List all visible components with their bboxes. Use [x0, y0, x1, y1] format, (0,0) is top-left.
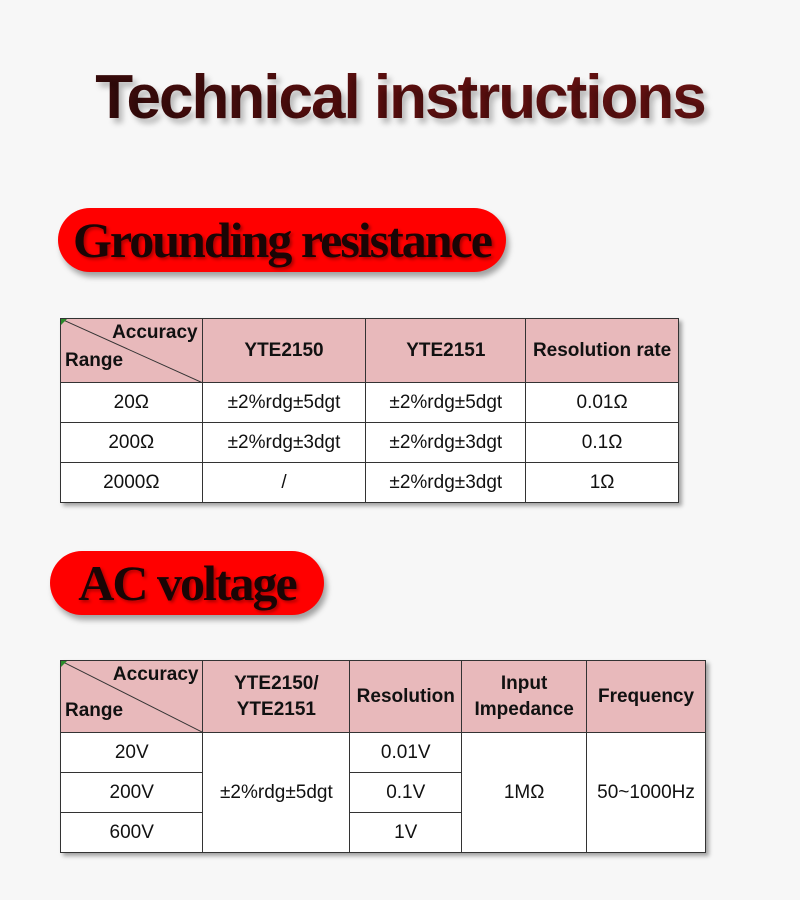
- table-cell-frequency: 50~1000Hz: [587, 733, 706, 853]
- header-line: Impedance: [474, 698, 574, 720]
- section-heading-grounding-resistance: [58, 208, 506, 272]
- table-cell: /: [202, 463, 366, 503]
- header-cell: YTE2151: [366, 319, 526, 383]
- table-row: [61, 423, 679, 463]
- table-cell-resolution: 1V: [350, 813, 462, 853]
- section-heading-ac-voltage: [50, 551, 324, 615]
- table-cell-impedance: 1MΩ: [462, 733, 587, 853]
- corner-marker: [61, 319, 67, 325]
- corner-marker: [61, 661, 67, 667]
- table-cell: 2000Ω: [61, 463, 203, 503]
- table-cell: 1Ω: [526, 463, 679, 503]
- table-header-row: [61, 661, 706, 733]
- section-heading-label: Grounding resistance: [73, 212, 491, 268]
- corner-label-accuracy: Accuracy: [112, 322, 198, 343]
- header-cell: YTE2150: [202, 319, 366, 383]
- table-cell: ±2%rdg±5dgt: [366, 383, 526, 423]
- header-cell-impedance: [462, 661, 587, 733]
- table-cell: 20Ω: [61, 383, 203, 423]
- table-cell-resolution: 0.1V: [350, 773, 462, 813]
- table-cell: ±2%rdg±3dgt: [366, 463, 526, 503]
- header-line: YTE2151: [236, 698, 316, 720]
- header-cell-model: [203, 661, 350, 733]
- corner-header-cell: [61, 661, 203, 733]
- table-cell: 200Ω: [61, 423, 203, 463]
- table-header-row: [61, 319, 679, 383]
- table-cell-accuracy: ±2%rdg±5dgt: [203, 733, 350, 853]
- header-cell: Resolution rate: [526, 319, 679, 383]
- table-cell-range: 200V: [61, 773, 203, 813]
- corner-header-cell: [61, 319, 203, 383]
- table-cell: ±2%rdg±3dgt: [366, 423, 526, 463]
- page-title: Technical instructions: [0, 62, 800, 133]
- header-cell-frequency: Frequency: [587, 661, 706, 733]
- table-cell-range: 600V: [61, 813, 203, 853]
- table-row: [61, 733, 706, 773]
- table-cell-range: 20V: [61, 733, 203, 773]
- header-line: Input: [500, 672, 548, 694]
- header-line: YTE2150/: [234, 672, 319, 694]
- table-cell-resolution: 0.01V: [350, 733, 462, 773]
- header-cell-resolution: Resolution: [350, 661, 462, 733]
- grounding-resistance-table: [60, 318, 679, 503]
- ac-voltage-table: [60, 660, 706, 853]
- corner-label-range: Range: [65, 700, 124, 721]
- corner-label-range: Range: [65, 350, 124, 371]
- table-cell: ±2%rdg±5dgt: [202, 383, 366, 423]
- table-cell: 0.1Ω: [526, 423, 679, 463]
- corner-label-accuracy: Accuracy: [112, 664, 199, 685]
- table-cell: ±2%rdg±3dgt: [202, 423, 366, 463]
- table-row: [61, 383, 679, 423]
- section-heading-label: AC voltage: [78, 555, 296, 611]
- table-row: [61, 463, 679, 503]
- table-cell: 0.01Ω: [526, 383, 679, 423]
